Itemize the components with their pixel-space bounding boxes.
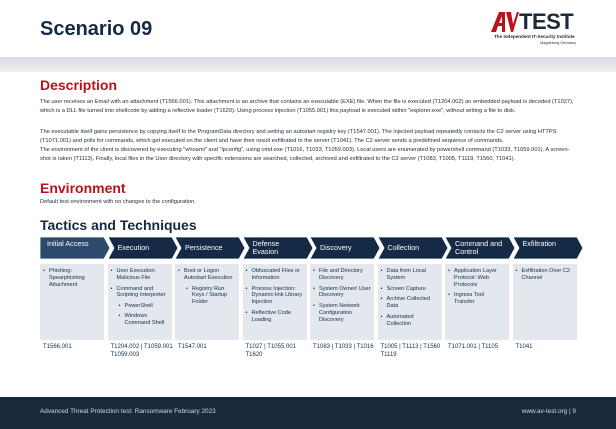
tactic-header-6 — [378, 237, 448, 259]
technique-column-8 — [513, 264, 577, 340]
tactics-heading: Tactics and Techniques — [40, 217, 197, 233]
description-paragraph-3: The environment of the client is discovered by executing "whoami" and "ipconfig", using cmd.exe (T1016, T1033, T1059.003). Local users are enumerated by powershell command (T1033, T1059.001). A screen-shot is taken (T1113). Finally, local files in the User directory with specific extensions are searched, collected, archived and exfiltrated to the C2 server (T1083, T1005, T1119, T1560, T1041). — [40, 147, 570, 162]
tactic-label: Command and Control — [455, 239, 503, 256]
environment-heading: Environment — [40, 180, 126, 196]
logo-mark-icon — [491, 12, 519, 32]
technique-item: • User Execution: Malicious File — [111, 268, 169, 282]
technique-ids: T1005 | T1113 | T1560 T1119 — [380, 344, 441, 358]
technique-item: • Data from Local System — [381, 268, 439, 282]
technique-column-6 — [378, 264, 442, 340]
tactic-header-2 — [108, 237, 178, 259]
technique-item: • Exfiltration Over C2 Channel — [516, 268, 574, 282]
tactic-header-4 — [243, 237, 313, 259]
logo-location: Magdeburg Germany — [540, 41, 576, 45]
technique-item: • Command and Scripting Interpreter — [111, 286, 169, 300]
technique-item: • Process Injection: Dynamic-link Library Injection — [246, 286, 304, 306]
environment-text: Default test environment with no changes to the configuration. — [40, 199, 196, 205]
technique-ids: T1071.001 | T1105 — [448, 344, 499, 350]
av-test-logo — [491, 9, 576, 48]
technique-item: • Registry Run Keys / Startup Folder — [178, 286, 236, 306]
technique-item: • Phishing: Spearphishing Attachment — [43, 268, 101, 288]
technique-ids: T1027 | T1055.001 T1620 — [245, 344, 296, 358]
technique-item: • System Network Configuration Discovery — [313, 303, 371, 323]
technique-ids: T1204.002 | T1059.001 T1059.003 — [110, 344, 173, 358]
technique-item: • Automated Collection — [381, 314, 439, 328]
technique-item: • Obfuscated Files or Information — [246, 268, 304, 282]
tactic-label: Persistence — [185, 243, 223, 252]
tactic-label: Collection — [387, 243, 420, 252]
description-paragraph-1: The user receives an Email with an attachment (T1566.001). This attachment is an archive that contains an executable (EXE) file. When the file is executed (T1204.002) an embedded payload is decoded (T1027), which is a DLL file turned into shellcode by adding a reflective loader (T1620). Using process injection (T1055.001) this payload is executed within "explorer.exe", without writing a file to disk. — [40, 99, 574, 114]
logo-text: TEST — [519, 9, 574, 34]
tactic-label: Defense Evasion — [252, 239, 280, 256]
technique-item: • Screen Capture — [381, 286, 439, 293]
tactic-header-3 — [175, 237, 245, 259]
technique-column-7 — [445, 264, 509, 340]
technique-item: • Archive Collected Data — [381, 296, 439, 310]
technique-item: • System Owner/ User Discovery — [313, 286, 371, 300]
tactic-header-1 — [40, 237, 110, 259]
description-paragraph-2: The executable itself gains persistence by copying itself to the ProgramData directory and setting an autostart registry key (T1547.001). The injected payload repeatedly contacts the C2 server using HTTPS (T1071.001) and polls for commands, which get executed on the client and have their result exfiltrated to the server (T1041). The C2 server sends a predefined sequence of commands. — [40, 129, 557, 144]
description-heading: Description — [40, 77, 118, 93]
tactic-label: Execution — [117, 243, 150, 252]
technique-column-4 — [243, 264, 307, 340]
tactic-header-8 — [513, 237, 583, 259]
technique-column-3 — [175, 264, 239, 340]
page-header — [0, 0, 616, 57]
tactic-header-5 — [310, 237, 380, 259]
tactics-chevron-bar — [40, 237, 580, 259]
technique-column-1 — [40, 264, 104, 340]
technique-ids: T1083 | T1033 | T1016 — [313, 344, 374, 350]
technique-item: • Windows Command Shell — [111, 313, 169, 327]
tactic-header-7 — [445, 237, 515, 259]
technique-item: • Application Layer Protocol: Web Protocols — [448, 268, 506, 288]
logo-tagline: The Independent IT-Security Institute — [494, 34, 575, 39]
tactic-label: Initial Access — [47, 239, 89, 248]
technique-ids: T1041 — [515, 344, 533, 350]
technique-column-2 — [108, 264, 172, 340]
footer-left-text: Advanced Threat Protection test: Ransomware February 2023 — [40, 408, 216, 415]
technique-ids: T1566.001 — [43, 344, 72, 350]
header-band — [0, 57, 616, 72]
technique-item: • PowerShell — [111, 303, 169, 310]
tactic-label: Exfiltration — [522, 239, 557, 248]
footer-right-text: www.av-test.org | 9 — [521, 408, 576, 415]
page-footer — [0, 397, 616, 429]
technique-item: • Reflective Code Loading — [246, 310, 304, 324]
tactic-label: Discovery — [320, 243, 352, 252]
technique-item: • File and Directory Discovery — [313, 268, 371, 282]
technique-column-5 — [310, 264, 374, 340]
technique-item: • Boot or Logon Autostart Execution — [178, 268, 236, 282]
page-title: Scenario 09 — [40, 18, 153, 40]
technique-item: • Ingress Tool Transfer — [448, 292, 506, 306]
technique-ids: T1547.001 — [178, 344, 207, 350]
